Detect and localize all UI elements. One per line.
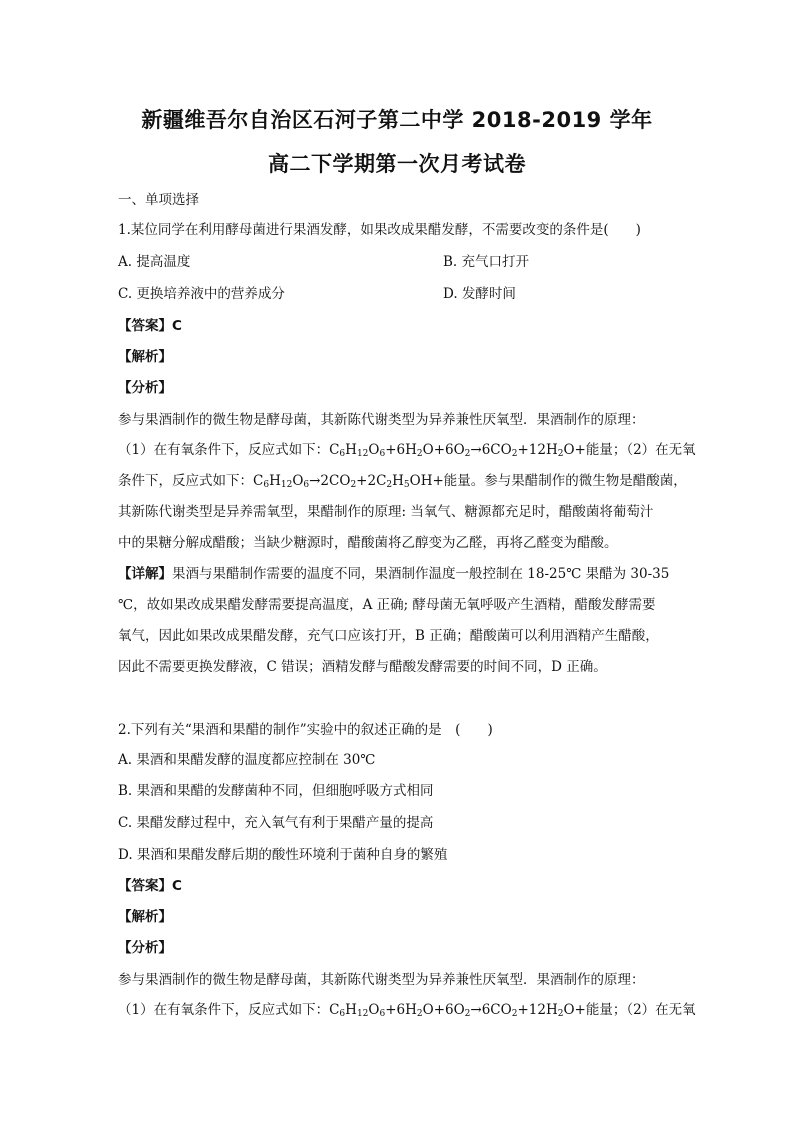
q1-fenxi-label: 【分析】: [118, 380, 172, 396]
q1-option-d: D. 发酵时间: [443, 286, 516, 302]
q1-answer: 【答案】C: [118, 318, 182, 334]
q1-detail-line1: 【详解】果酒与果醋制作需要的温度不同，果酒制作温度一般控制在 18-25℃ 果醋为 30-35: [118, 566, 670, 582]
q2-option-b: B. 果酒和果醋的发酵菌种不同，但细胞呼吸方式相同: [118, 783, 434, 799]
q1-detail-line4: 因此不需要更换发酵液，C 错误；酒精发酵与醋酸发酵需要的时间不同，D 正确。: [118, 659, 607, 675]
q2-analysis-line1: 参与果酒制作的微生物是酵母菌，其新陈代谢类型为异养兼性厌氧型．果酒制作的原理：: [118, 972, 645, 988]
q2-stem: 2.下列有关“果酒和果醋的制作”实验中的叙述正确的是 ( ): [118, 722, 493, 738]
q1-stem: 1.某位同学在利用酵母菌进行果酒发酵，如果改成果醋发酵，不需要改变的条件是( ): [118, 222, 641, 238]
page-title-line2: 高二下学期第一次月考试卷: [268, 152, 526, 176]
q2-option-c: C. 果醋发酵过程中，充入氧气有利于果醋产量的提高: [118, 815, 434, 831]
q1-analysis-line5: 中的果糖分解成醋酸；当缺少糖源时，醋酸菌将乙醇变为乙醛，再将乙醛变为醋酸。: [118, 535, 618, 551]
q1-analysis-line4: 其新陈代谢类型是异养需氧型，果醋制作的原理: 当氧气、糖源都充足时，醋酸菌将葡萄汁: [118, 504, 654, 520]
q2-jiexi-label: 【解析】: [118, 909, 172, 925]
q1-detail-label: 【详解】: [118, 566, 172, 582]
section-heading: 一、单项选择: [118, 192, 199, 208]
q1-analysis-line1: 参与果酒制作的微生物是酵母菌，其新陈代谢类型为异养兼性厌氧型．果酒制作的原理：: [118, 412, 645, 428]
q1-option-b: B. 充气口打开: [443, 254, 530, 270]
q1-jiexi-label: 【解析】: [118, 349, 172, 365]
q1-analysis-line3: 条件下，反应式如下：$C_6H_{12}O_6\to 2CO_2+2C_2H_5OH+$能量。参与果醋制作的微生物是醋酸菌，: [118, 473, 687, 490]
q2-answer: 【答案】C: [118, 878, 182, 894]
q1-option-a: A. 提高温度: [118, 254, 191, 270]
q1-option-c: C. 更换培养液中的营养成分: [118, 286, 285, 302]
q2-fenxi-label: 【分析】: [118, 940, 172, 956]
q1-detail-line3: 氧气，因此如果改成果醋发酵，充气口应该打开，B 正确；醋酸菌可以利用酒精产生醋酸，: [118, 628, 659, 644]
q1-analysis-line2: （1）在有氧条件下，反应式如下：$C_6H_{12}O_6+6H_2O+6O_2\to 6CO_2+12H_2O+$能量；（2）在无氧: [118, 442, 696, 459]
q2-option-a: A. 果酒和果醋发酵的温度都应控制在 30℃: [118, 752, 376, 768]
q1-detail-line2: ℃，故如果改成果醋发酵需要提高温度，A 正确; 酵母菌无氧呼吸产生酒精，醋酸发酵需要: [118, 597, 656, 613]
page-title-line1: 新疆维吾尔自治区石河子第二中学 2018-2019 学年: [141, 108, 653, 132]
q2-analysis-line2: （1）在有氧条件下，反应式如下：$C_6H_{12}O_6+6H_2O+6O_2\to 6CO_2+12H_2O+$能量；（2）在无氧: [118, 1002, 696, 1019]
q2-option-d: D. 果酒和果醋发酵后期的酸性环境利于菌种自身的繁殖: [118, 847, 448, 863]
